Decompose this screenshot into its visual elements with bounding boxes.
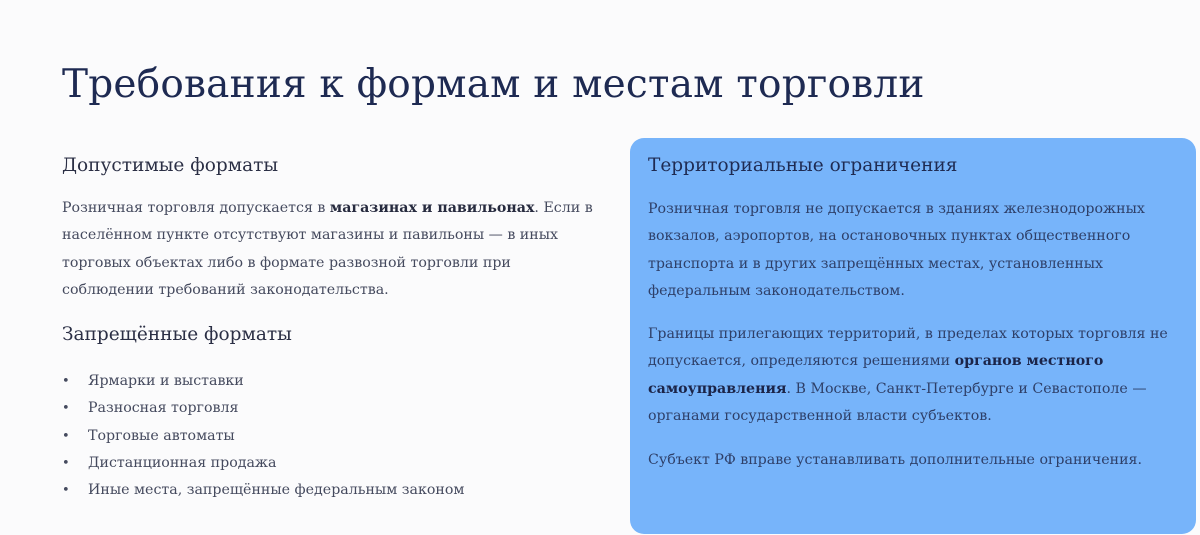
allowed-formats-heading: Допустимые форматы [62,155,279,176]
forbidden-formats-heading: Запрещённые форматы [62,324,292,346]
list-item [62,423,602,450]
territorial-paragraph-1: Розничная торговля не допускается в зданиях железнодорожных вокзалов, аэропортов, на остановочных пунктах общественного транспорта и в других запрещённых местах, установленных федеральным законодательством. [648,201,1145,299]
list-item [62,395,602,422]
bullet-icon: • [62,428,70,444]
page-title: Требования к формам и местам торговли [62,62,925,107]
list-item [62,477,602,504]
territorial-p2-start: Границы прилегающих территорий, в пределах которых торговля не допускается, определяются решениями [648,326,1168,370]
allowed-formats-text [62,195,602,304]
left-column [62,155,602,505]
list-item-label: Иные места, запрещённые федеральным законом [88,482,465,499]
list-item-label: Ярмарки и выставки [88,373,244,390]
territorial-restrictions-card [630,138,1196,534]
allowed-text-end: . Если в населённом пункте отсутствуют магазины и павильоны — в иных торговых объектах либо в формате развозной торговли при соблюдении требований законодательства. [62,200,593,298]
territorial-paragraph-3: Субъект РФ вправе устанавливать дополнительные ограничения. [648,452,1143,469]
allowed-text-bold: магазинах и павильонах [329,200,535,216]
list-item-label: Разносная торговля [88,400,239,417]
allowed-text-start: Розничная торговля допускается в [62,200,330,216]
bullet-icon: • [62,483,70,499]
bullet-icon: • [62,456,70,472]
territorial-p2-bold: органов местного самоуправления [648,353,1104,397]
list-item [62,450,602,477]
list-item-label: Дистанционная продажа [88,455,277,472]
bullet-icon: • [62,401,70,417]
territorial-restrictions-heading: Территориальные ограничения [648,155,958,176]
bullet-icon: • [62,374,70,390]
territorial-p2-end: . В Москве, Санкт-Петербурге и Севастополе — органами государственной власти субъектов. [648,380,1147,425]
forbidden-formats-list [62,368,602,504]
territorial-paragraph-2 [648,321,1176,430]
list-item [62,368,602,395]
list-item-label: Торговые автоматы [88,427,235,444]
